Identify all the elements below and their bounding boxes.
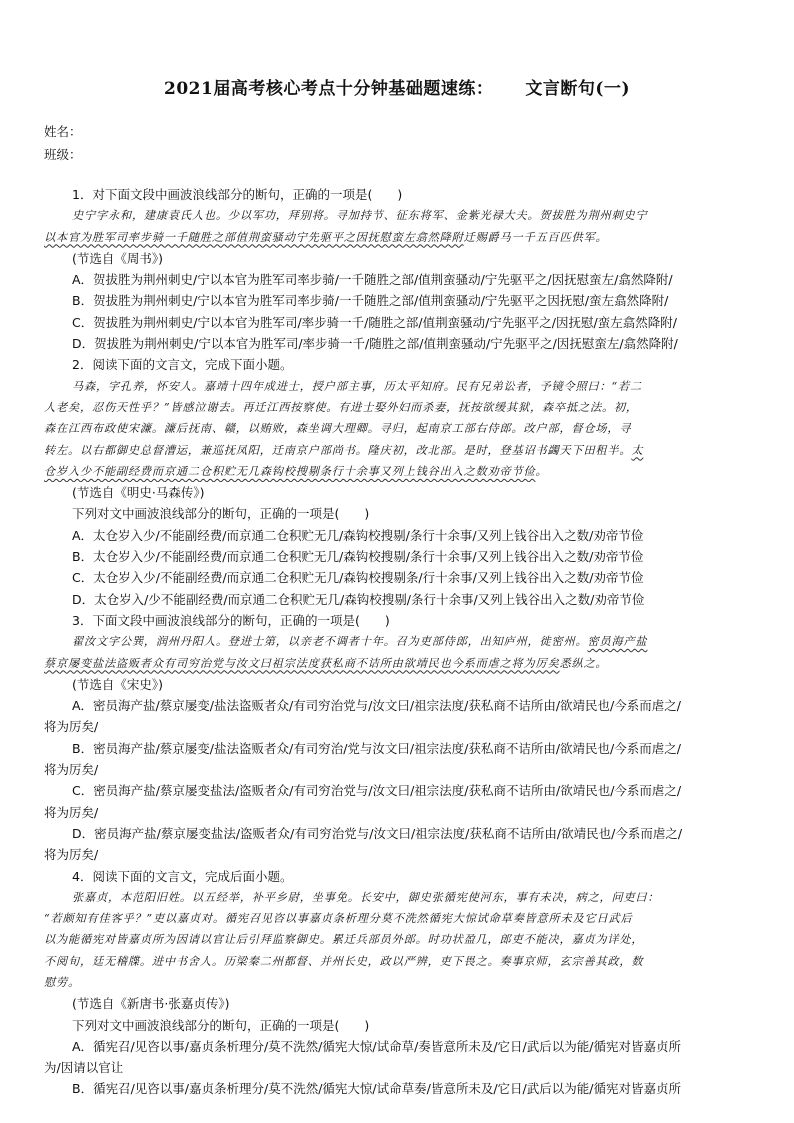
q3-option-b[interactable]: B．密员海产盐/蔡京屡变/盐法盗贩者众/有司穷治/党与汝文曰/祖宗法度/获私商不诘所由/欲靖民也/今系而虐之/ — [72, 740, 681, 756]
questions — [44, 184, 754, 1100]
q1-stem: 1．对下面文段中画波浪线部分的断句，正确的一项是( ) — [72, 187, 403, 202]
q1-option-c[interactable]: C．贺拔胜为荆州刺史/宁以本官为胜军司/率步骑一千/随胜之部/值荆蛮骚动/宁先驱平之/因抚慰/蛮左翕然降附/ — [72, 314, 677, 330]
q3-option-a[interactable]: A．密员海产盐/蔡京屡变/盐法盗贩者众/有司穷治党与/汝文曰/祖宗法度/获私商不诘所由/欲靖民也/今系而虐之/ — [72, 698, 681, 714]
q2-stem: 2．阅读下面的文言文，完成下面小题。 — [72, 357, 293, 373]
q3-passage-line: 翟汝文字公巽，润州丹阳人。登进士第，以亲老不调者十年。召为吏部侍郎，出知庐州，徙密州。密员海产盐 — [72, 635, 648, 649]
q4-option-a[interactable]: A．循宪召/见咨以事/嘉贞条析理分/莫不洗然/循宪大惊/试命草/奏皆意所未及/它日/武后以为能/循宪对皆嘉贞所 — [72, 1038, 681, 1054]
q4-passage-line: 以为能循宪对皆嘉贞所为因请以官让后引拜监察御史。累迁兵部员外郎。时功状盈几，郎吏不能决，嘉贞为详处， — [44, 933, 644, 947]
q2-passage-line: 转左。以右都御史总督漕运，兼巡抚凤阳，迁南京户部尚书。隆庆初，改北部。是时，登基诏书蠲天下田租半。太 — [44, 443, 644, 457]
q3-passage-line: 蔡京屡变盐法盗贩者众有司穷治党与汝文曰祖宗法度获私商不诘所由欲靖民也今系而虐之将为厉矣悉纵之。 — [44, 656, 608, 670]
q2-source: (节选自《明史·马森传》) — [72, 485, 205, 501]
q4-source: (节选自《新唐书·张嘉贞传》) — [72, 996, 230, 1012]
q4-passage-line: 张嘉贞，本范阳旧姓。以五经举，补平乡尉，坐事免。长安中，御史张循宪使河东，事有未决，病之，问吏曰： — [72, 890, 660, 904]
q1-passage-line: 以本官为胜军司率步骑一千随胜之部值荆蛮骚动宁先驱平之因抚慰蛮左翕然降附迁赐爵马一千五百匹供军。 — [44, 230, 608, 244]
q1-option-b[interactable]: B．贺拔胜为荆州刺史/宁以本官为胜军司率步骑/一千随胜之部/值荆蛮骚动/宁先驱平之因抚慰/蛮左翕然降附/ — [72, 293, 669, 309]
wavy-underline-text: 蔡京屡变盐法盗贩者众有司穷治党与汝文曰祖宗法度获私商不诘所由欲靖民也今系而虐之将为厉矣 — [44, 656, 560, 670]
q3-source: (节选自《宋史》) — [72, 676, 164, 692]
q2-option-a[interactable]: A．太仓岁入少/不能副经费/而京通二仓积贮无几/森钩校搜剔/条行十余事/又列上钱谷出入之数/劝帝节俭 — [72, 527, 644, 543]
q4-option-a-cont: 为/因请以官让 — [44, 1060, 124, 1076]
q3-option-b-cont: 将为厉矣/ — [44, 762, 99, 778]
q4-option-b[interactable]: B．循宪召/见咨以事/嘉贞条析理分/莫不洗然/循宪大惊/试命草奏/皆意所未及/它日/武后以为能/循宪对皆嘉贞所 — [72, 1081, 681, 1097]
q2-option-c[interactable]: C．太仓岁入少/不能副经费/而京通二仓积贮无几/森钩校搜剔条/行十余事/又列上钱谷出入之数/劝帝节俭 — [72, 570, 644, 586]
q3-stem: 3．下面文段中画波浪线部分的断句，正确的一项是( ) — [72, 612, 390, 628]
q4-passage-line: 不阅旬，廷无稽牒。进中书舍人。历梁秦二州都督、并州长史，政以严辨，吏下畏之。奏事京师，玄宗善其政，数 — [44, 954, 644, 968]
q4-passage-line: “若颇知有佳客乎？”吏以嘉贞对。循宪召见咨以事嘉贞条析理分莫不洗然循宪大惊试命草奏皆意所未及它日武后 — [44, 912, 633, 926]
q3-option-c-cont: 将为厉矣/ — [44, 804, 99, 820]
q2-passage-line: 仓岁入少不能副经费而京通二仓积贮无几森钩校搜剔条行十余事又列上钱谷出入之数劝帝节俭。 — [44, 464, 548, 478]
wavy-underline-text: 密员海产盐 — [587, 635, 648, 649]
q4-stem: 4．阅读下面的文言文，完成后面小题。 — [72, 868, 293, 884]
q2-passage-line: 森在江西布政使宋濂。濂后抚南、赣，以贿败，森坐调大理卿。寻归，起南京工部右侍郎。改户部，督仓场，寻 — [44, 422, 632, 436]
q2-passage-line: 马森，字孔养，怀安人。嘉靖十四年成进士，授户部主事，历太平知府。民有兄弟讼者，予镜令照曰：“若二 — [72, 379, 642, 393]
page-title: 2021届高考核心考点十分钟基础题速练： 文言断句(一) — [164, 79, 630, 99]
wavy-underline-text: 以本官为胜军司率步骑一千随胜之部值荆蛮骚动宁先驱平之因抚慰蛮左翕然降附 — [44, 230, 464, 244]
q1-source: (节选自《周书》) — [72, 250, 164, 266]
q4-passage-line: 慰劳。 — [44, 975, 80, 989]
q2-passage-line: 人老矣，忍伤天性乎？”皆感泣谢去。再迁江西按察使。有进士娶外妇而杀妻，抚按欲缓其狱，森卒抵之法。初， — [44, 400, 638, 414]
q3-option-d-cont: 将为厉矣/ — [44, 847, 99, 863]
q3-option-d[interactable]: D．密员海产盐/蔡京屡变盐法/盗贩者众/有司穷治党与/汝文曰/祖宗法度/获私商不诘所由/欲靖民也/今系而虐之/ — [72, 825, 683, 841]
q3-option-c[interactable]: C．密员海产盐/蔡京屡变盐法/盗贩者众/有司穷治党与/汝文曰/祖宗法度/获私商不诘所由/欲靖民也/今系而虐之/ — [72, 783, 682, 799]
wavy-underline-text: 太 — [631, 443, 644, 457]
q4-prompt: 下列对文中画波浪线部分的断句，正确的一项是( ) — [72, 1017, 370, 1033]
q1-option-d[interactable]: D．贺拔胜为荆州刺史/宁以本官为胜军司/率步骑一千/随胜之部/值荆蛮骚动/宁先驱平之/因抚慰蛮左/翕然降附/ — [72, 336, 678, 352]
q1-passage-line: 史宁字永和，建康袁氏人也。少以军功，拜别将。寻加持节、征东将军、金紫光禄大夫。贺拔胜为荆州刺史宁 — [72, 209, 648, 223]
q3-option-a-cont: 将为厉矣/ — [44, 719, 99, 735]
name-label: 姓名： — [44, 124, 82, 139]
q1-option-a[interactable]: A．贺拔胜为荆州刺史/宁以本官为胜军司率步骑/一千随胜之部/值荆蛮骚动/宁先驱平之/因抚慰蛮左/翕然降附/ — [72, 272, 673, 288]
q2-prompt: 下列对文中画波浪线部分的断句，正确的一项是( ) — [72, 506, 370, 522]
wavy-underline-text: 仓岁入少不能副经费而京通二仓积贮无几森钩校搜剔条行十余事又列上钱谷出入之数劝帝节俭 — [44, 464, 536, 478]
q2-option-d[interactable]: D．太仓岁入/少不能副经费/而京通二仓积贮无几/森钩校搜剔/条行十余事/又列上钱谷出入之数/劝帝节俭 — [72, 591, 645, 607]
class-label: 班级： — [44, 147, 82, 162]
q2-option-b[interactable]: B．太仓岁入少/不能副经费/而京通二仓积贮无几/森钩校搜剔/条行十余事/又列上钱谷出入之数/劝帝节俭 — [72, 549, 644, 565]
